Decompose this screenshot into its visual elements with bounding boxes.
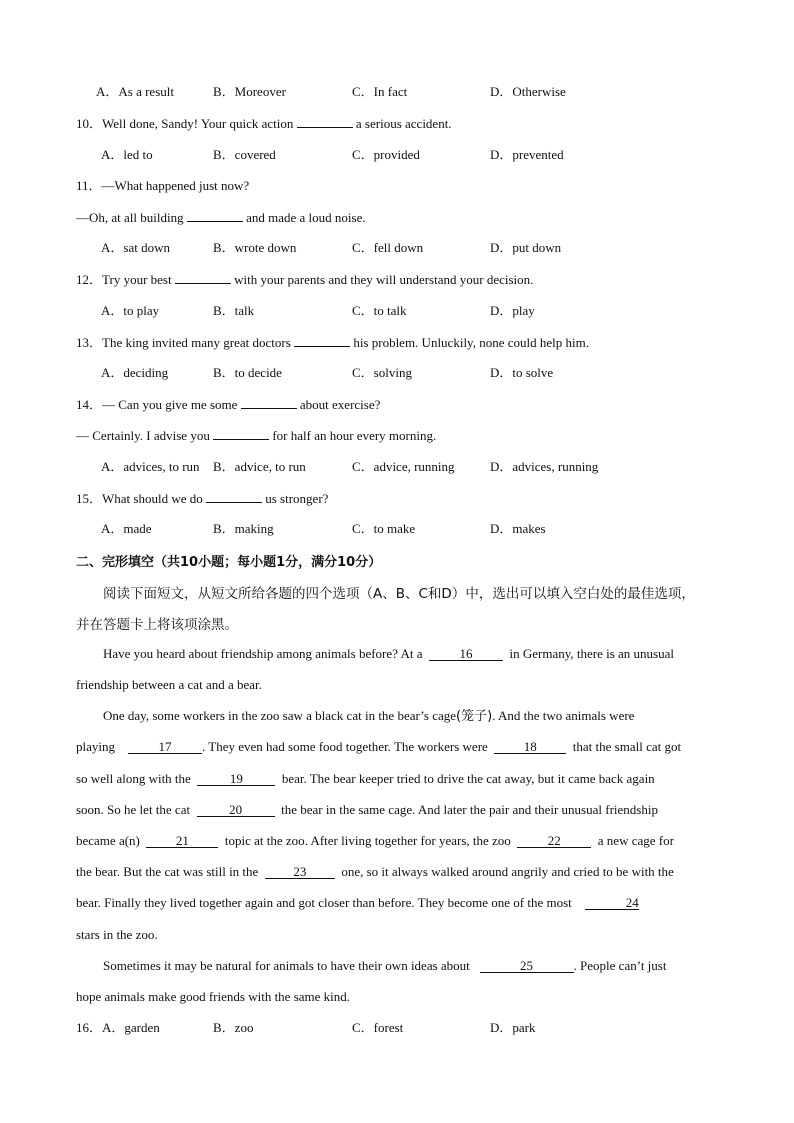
passage-text: a new cage for [597,833,674,848]
q15-option-a: A．made [101,521,152,536]
q13-option-a: A．deciding [101,365,169,380]
passage-line [103,708,718,725]
q11-option-d: D．put down [490,240,562,255]
blank-25: 25 [480,959,574,973]
q9-options [76,84,716,100]
q12-stem [76,271,533,288]
q14-stem2-post: for half an hour every morning. [272,428,437,443]
q11-stem-pre: —Oh, at all building [76,210,184,225]
q12-option-a: A．to play [101,303,160,318]
answer-blank [206,490,262,503]
q9-option-c: C．In fact [352,84,408,99]
passage-text: . They even had some food together. The workers were [202,739,488,754]
q15-option-c: C．to make [352,521,416,536]
passage-text: (笼子) [456,709,493,724]
q13-options [76,365,716,381]
q14-stem-line2 [76,427,436,444]
q12-option-d: D．play [490,303,535,318]
passage-text: the bear in the same cage. And later the pair and their unusual friendship [281,802,658,817]
passage-line [103,646,718,662]
passage-text: the bear. But the cat was still in the [76,864,259,879]
q14-option-c: C．advice, running [352,459,455,474]
q13-stem-post: his problem. Unluckily, none could help him. [353,335,589,350]
q10-stem-post: a serious accident. [355,116,452,131]
q14-stem-pre: 14．— Can you give me some [76,397,238,412]
q13-option-d: D．to solve [490,365,554,380]
q14-options [76,459,716,475]
q14-option-b: B．advice, to run [213,459,306,474]
passage-text: One day, some workers in the zoo saw a black cat in the bear’s cage [103,708,457,723]
q9-option-d: D．Otherwise [490,84,566,99]
passage-text: bear. Finally they lived together again and got closer than before. They become one of the most [76,895,572,910]
q16-option-c: C．forest [352,1020,404,1035]
q14-option-a: A．advices, to run [101,459,200,474]
blank-19: 19 [197,772,275,786]
q16-option-b: B．zoo [213,1020,254,1035]
q13-option-c: C．solving [352,365,412,380]
passage-text: so well along with the [76,771,191,786]
q13-stem [76,334,589,351]
q16-options [76,1020,716,1036]
passage-text: in Germany, there is an unusual [509,646,674,661]
passage-line [76,895,718,911]
q12-stem-post: with your parents and they will understand your decision. [234,272,534,287]
passage-text: one, so it always walked around angrily and cried to be with the [341,864,674,879]
section-instructions-line2: 并在答题卡上将该项涂黑。 [76,617,238,633]
q12-option-c: C．to talk [352,303,407,318]
q16-option-d: D．park [490,1020,536,1035]
passage-text: Have you heard about friendship among animals before? At a [103,646,423,661]
q10-option-b: B．covered [213,147,276,162]
passage-line [103,958,718,974]
q11-option-a: A．sat down [101,240,170,255]
q14-option-d: D．advices, running [490,459,599,474]
q15-option-b: B．making [213,521,274,536]
q15-option-d: D．makes [490,521,546,536]
passage-line: hope animals make good friends with the same kind. [76,989,351,1004]
passage-text: that the small cat got [572,739,682,754]
q9-option-b: B．Moreover [213,84,286,99]
q11-stem-post: and made a loud noise. [246,210,366,225]
answer-blank [294,334,350,347]
answer-blank [187,209,243,222]
q11-options [76,240,716,256]
q13-stem-pre: 13．The king invited many great doctors [76,335,291,350]
q11-option-b: B．wrote down [213,240,297,255]
q12-options [76,303,716,319]
q11-stem-line2 [76,209,366,226]
q14-stem-line1 [76,396,380,413]
q10-stem [76,115,452,132]
q10-option-d: D．prevented [490,147,564,162]
passage-text: became a(n) [76,833,140,848]
answer-blank [175,271,231,284]
answer-blank [213,427,269,440]
passage-line: friendship between a cat and a bear. [76,677,262,692]
passage-text: bear. The bear keeper tried to drive the cat away, but it came back again [281,771,655,786]
q15-options [76,521,716,537]
answer-blank [241,396,297,409]
passage-line [76,739,718,755]
blank-23: 23 [265,865,335,879]
q10-options [76,147,716,163]
blank-17: 17 [128,740,202,754]
section-title: 二、完形填空（共10小题；每小题1分，满分10分） [76,555,382,570]
passage-line [76,864,718,880]
passage-text: . People can’t just [573,958,667,973]
answer-blank [297,115,353,128]
q16-option-a: 16．A．garden [76,1020,160,1035]
q11-stem-line1: 11．—What happened just now? [76,178,250,193]
q9-option-a: A．As a result [96,84,174,99]
q12-option-b: B．talk [213,303,255,318]
passage-line [76,833,718,849]
passage-text: playing [76,739,115,754]
blank-22: 22 [517,834,591,848]
passage-text: soon. So he let the cat [76,802,191,817]
q12-stem-pre: 12．Try your best [76,272,172,287]
q14-stem2-pre: — Certainly. I advise you [76,428,210,443]
blank-21: 21 [146,834,218,848]
q15-stem [76,490,328,507]
passage-text: Sometimes it may be natural for animals to have their own ideas about [103,958,470,973]
q10-option-a: A．led to [101,147,153,162]
passage-line [76,802,718,818]
passage-text: . And the two animals were [492,708,635,723]
q14-stem-post: about exercise? [299,397,381,412]
passage-text: topic at the zoo. After living together for years, the zoo [224,833,511,848]
blank-16: 16 [429,647,503,661]
q15-stem-pre: 15．What should we do [76,491,203,506]
passage-line: stars in the zoo. [76,927,158,942]
q13-option-b: B．to decide [213,365,282,380]
blank-18: 18 [494,740,566,754]
blank-24: 24 [585,896,639,910]
section-instructions-line1: 阅读下面短文，从短文所给各题的四个选项（A、B、C和D）中，选出可以填入空白处的最佳选项， [103,586,695,602]
q11-option-c: C．fell down [352,240,424,255]
q15-stem-post: us stronger? [265,491,329,506]
blank-20: 20 [197,803,275,817]
passage-line [76,771,718,787]
q10-stem-pre: 10．Well done, Sandy! Your quick action [76,116,294,131]
q10-option-c: C．provided [352,147,420,162]
